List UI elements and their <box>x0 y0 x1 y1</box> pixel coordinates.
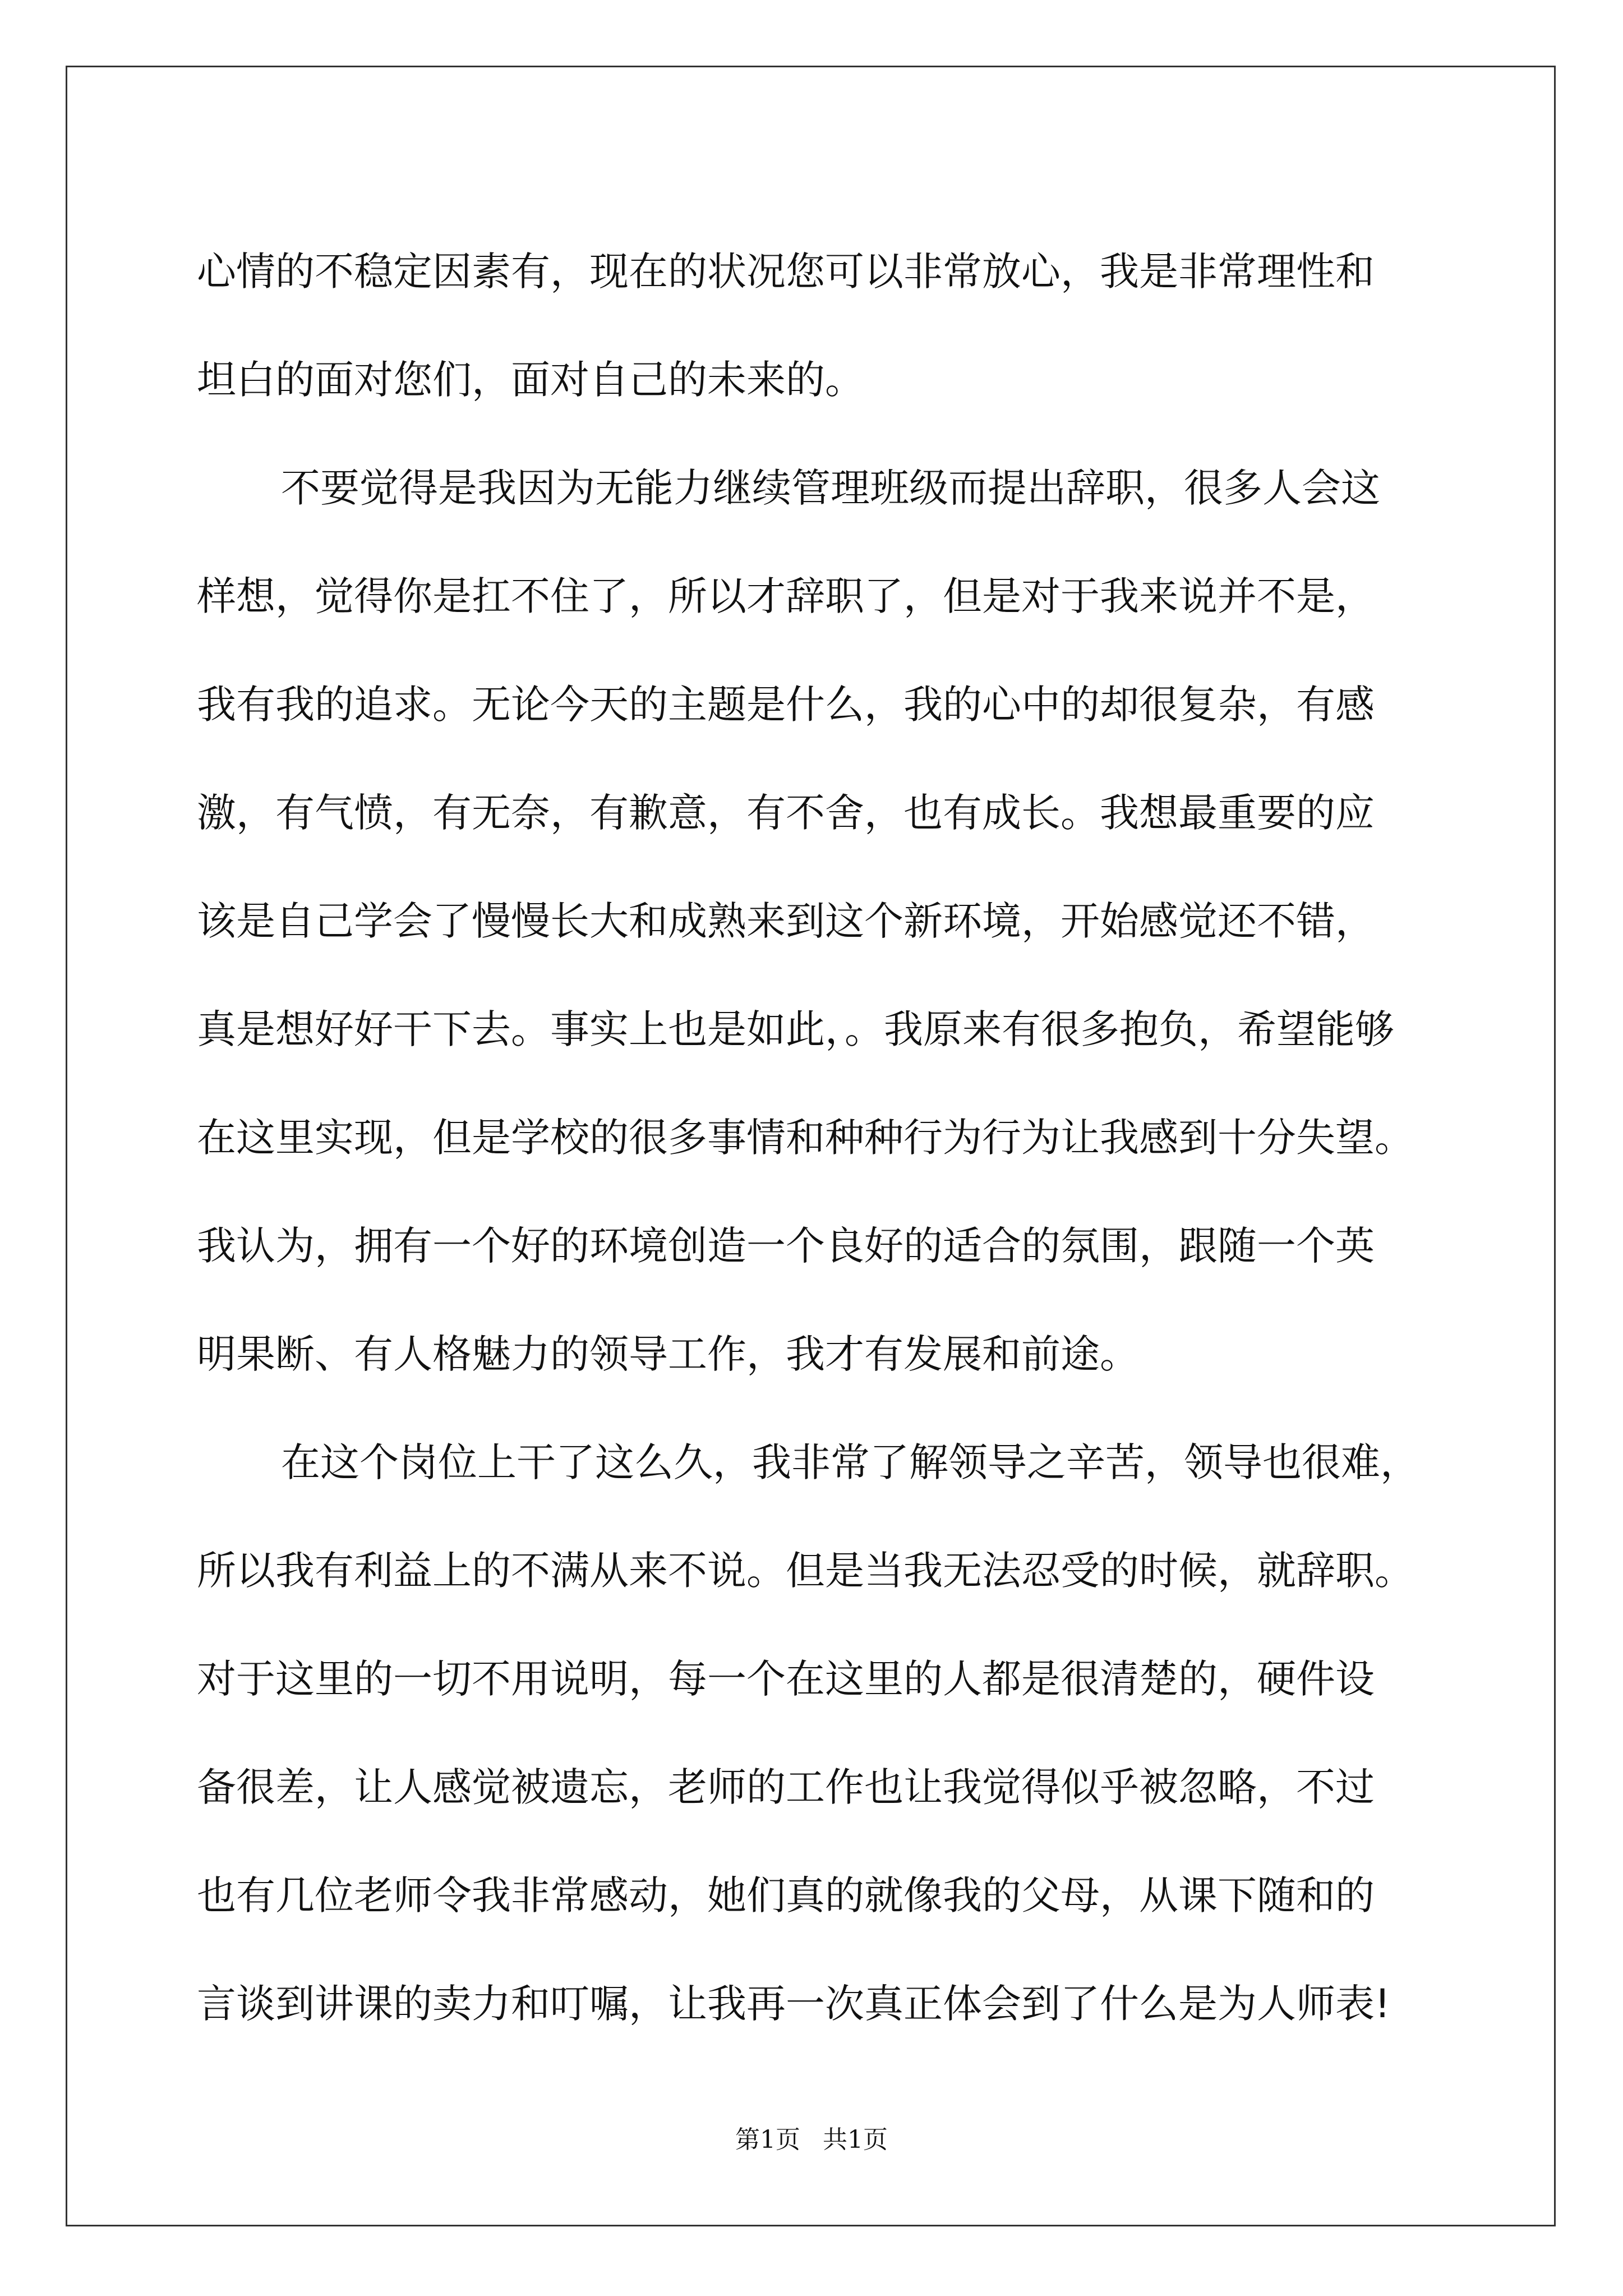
text-line: 坦白的面对您们，面对自己的未来的。 <box>197 357 864 403</box>
text-line: 我认为，拥有一个好的环境创造一个良好的适合的氛围，跟随一个英 <box>197 1223 1375 1269</box>
text-line: 心情的不稳定因素有，现在的状况您可以非常放心，我是非常理性和 <box>197 249 1375 295</box>
text-line: 明果断、有人格魅力的领导工作，我才有发展和前途。 <box>197 1331 1139 1377</box>
text-line: 所以我有利益上的不满从来不说。但是当我无法忍受的时候，就辞职。 <box>197 1548 1414 1594</box>
page-footer <box>0 2119 1623 2155</box>
text-line: 在这里实现，但是学校的很多事情和种种行为行为让我感到十分失望。 <box>197 1115 1414 1161</box>
text-line: 我有我的追求。无论今天的主题是什么，我的心中的却很复杂，有感 <box>197 682 1375 728</box>
page-number-total: 共1页 <box>823 2125 888 2154</box>
text-line: 也有几位老师令我非常感动，她们真的就像我的父母，从课下随和的 <box>197 1872 1375 1918</box>
text-line: 言谈到讲课的卖力和叮嘱，让我再一次真正体会到了什么是为人师表! <box>197 1981 1391 2027</box>
text-line: 在这个岗位上干了这么久，我非常了解领导之辛苦，领导也很难， <box>281 1439 1419 1485</box>
text-line: 样想，觉得你是扛不住了，所以才辞职了，但是对于我来说并不是， <box>197 573 1375 619</box>
text-line: 真是想好好干下去。事实上也是如此，。我原来有很多抱负，希望能够 <box>197 1006 1394 1052</box>
document-body <box>197 218 1447 2058</box>
text-line: 备很差，让人感觉被遗忘，老师的工作也让我觉得似乎被忽略，不过 <box>197 1764 1375 1810</box>
text-line: 不要觉得是我因为无能力继续管理班级而提出辞职，很多人会这 <box>281 465 1380 511</box>
page-number-current: 第1页 <box>735 2125 800 2154</box>
text-line: 该是自己学会了慢慢长大和成熟来到这个新环境，开始感觉还不错， <box>197 898 1375 944</box>
text-line: 激，有气愤，有无奈，有歉意，有不舍，也有成长。我想最重要的应 <box>197 790 1375 836</box>
text-line: 对于这里的一切不用说明，每一个在这里的人都是很清楚的，硬件设 <box>197 1656 1375 1702</box>
